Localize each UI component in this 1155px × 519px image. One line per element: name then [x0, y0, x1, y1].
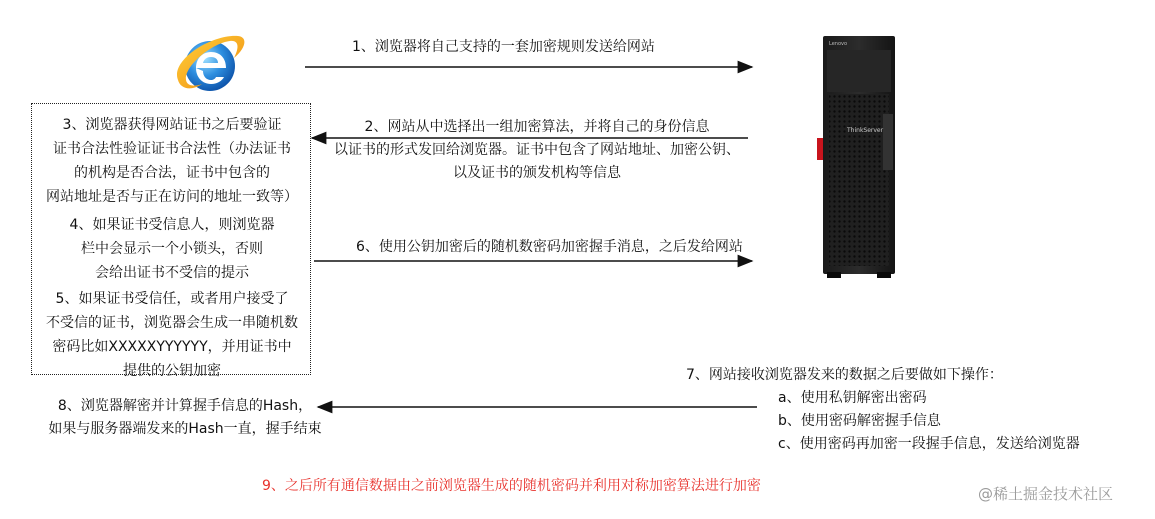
step5-line: 密码比如XXXXXYYYYYY，并用证书中: [52, 339, 292, 355]
step1-label: 1、浏览器将自己支持的一套加密规则发送给网站: [352, 39, 655, 55]
step4-line: 栏中会显示一个小锁头，否则: [81, 241, 263, 257]
step2-line: 以证书的形式发回给浏览器。证书中包含了网站地址、加密公钥、: [334, 142, 740, 158]
step8-text: [20, 395, 350, 441]
browser-actions-box: [31, 103, 311, 379]
step4-line: 4、如果证书受信息人，则浏览器: [69, 217, 275, 233]
step2-line: 2、网站从中选择出一组加密算法，并将自己的身份信息: [364, 119, 710, 135]
step2-line: 以及证书的颁发机构等信息: [453, 165, 621, 181]
step7-item: b、使用密码解密握手信息: [778, 413, 941, 429]
step3-text: [32, 113, 312, 209]
step3-line: 3、浏览器获得网站证书之后要验证: [62, 117, 282, 133]
step2-text: [312, 116, 762, 185]
watermark: @稀土掘金技术社区: [978, 485, 1114, 503]
step5-line: 不受信的证书，浏览器会生成一串随机数: [46, 315, 298, 331]
step7-text: [686, 364, 1080, 456]
step7-item: c、使用密码再加密一段握手信息，发送给浏览器: [778, 436, 1080, 452]
step4-text: [32, 213, 312, 285]
step8-line: 如果与服务器端发来的Hash一直，握手结束: [48, 421, 322, 437]
server-brand: Lenovo: [829, 41, 848, 47]
step3-line: 证书合法性验证证书合法性（办法证书: [53, 141, 291, 157]
step4-line: 会给出证书不受信的提示: [95, 265, 249, 281]
step6-label: 6、使用公钥加密后的随机数密码加密握手消息，之后发给网站: [356, 239, 743, 255]
step3-line: 网站地址是否与正在访问的地址一致等）: [46, 189, 298, 205]
step5-line: 5、如果证书受信任，或者用户接受了: [55, 291, 289, 307]
server-label: ThinkServer: [847, 127, 884, 134]
step8-line: 8、浏览器解密并计算握手信息的Hash，: [57, 398, 313, 414]
step7-item: a、使用私钥解密出密码: [778, 390, 927, 406]
step5-text: [32, 287, 312, 383]
step3-line: 的机构是否合法，证书中包含的: [74, 165, 270, 181]
step7-title: 7、网站接收浏览器发来的数据之后要做如下操作：: [686, 367, 1003, 383]
step9-label: 9、之后所有通信数据由之前浏览器生成的随机密码并利用对称加密算法进行加密: [262, 478, 761, 494]
step5-line: 提供的公钥加密: [123, 363, 221, 379]
